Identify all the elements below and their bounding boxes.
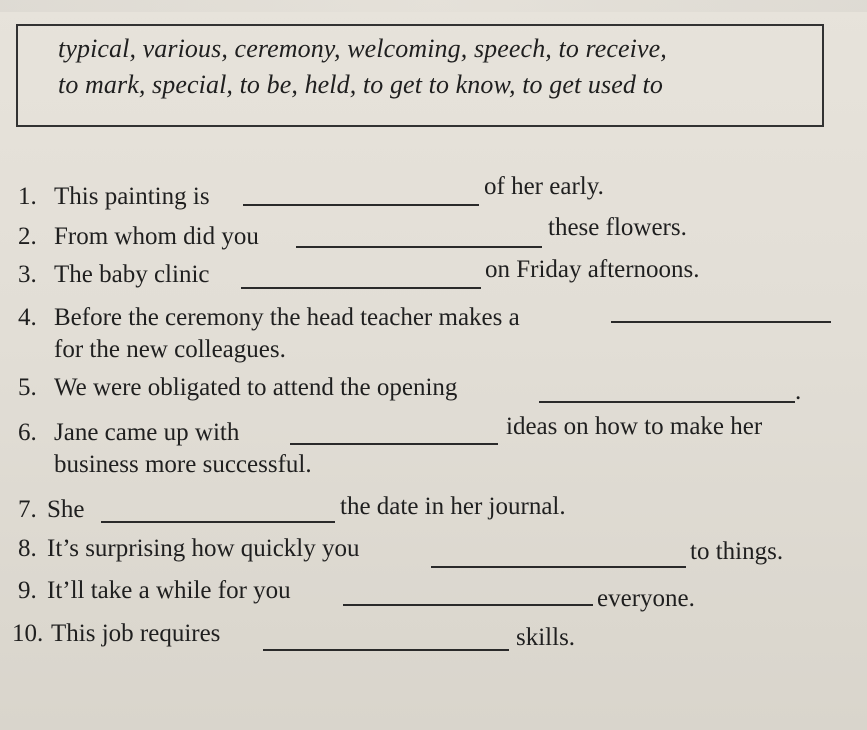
exercise-8-after: to things.	[690, 538, 784, 565]
exercise-1-number: 1.	[18, 183, 37, 210]
exercise-8-number: 8.	[18, 535, 37, 562]
exercise-3-blank[interactable]	[241, 287, 481, 289]
exercise-6-after: ideas on how to make her	[506, 413, 763, 440]
exercise-5-before: We were obligated to attend the opening	[54, 374, 458, 401]
exercise-10-blank[interactable]	[263, 649, 509, 651]
exercise-7-blank[interactable]	[101, 521, 335, 523]
exercise-3-after: on Friday afternoons.	[485, 256, 700, 283]
exercise-5-number: 5.	[18, 374, 37, 401]
exercise-2-number: 2.	[18, 223, 37, 250]
exercise-1-after: of her early.	[484, 173, 604, 200]
exercise-4-before: Before the ceremony the head teacher makes a	[54, 304, 520, 331]
exercise-9-number: 9.	[18, 577, 37, 604]
exercise-6-before: Jane came up with	[54, 419, 240, 446]
exercise-5-after: .	[795, 378, 802, 405]
exercise-2-blank[interactable]	[296, 246, 542, 248]
exercise-9-before: It’ll take a while for you	[47, 577, 291, 604]
word-bank-line-2: to mark, special, to be, held, to get to know, to get used to	[58, 70, 663, 99]
exercise-4-continuation: for the new colleagues.	[54, 336, 286, 363]
exercise-6-blank[interactable]	[290, 443, 498, 445]
exercise-8-blank[interactable]	[431, 566, 686, 568]
exercise-3-number: 3.	[18, 261, 37, 288]
exercise-5-blank[interactable]	[539, 401, 795, 403]
exercise-9-after: everyone.	[597, 585, 695, 612]
exercise-4-blank[interactable]	[611, 321, 831, 323]
exercise-4-number: 4.	[18, 304, 37, 331]
exercise-1-blank[interactable]	[243, 204, 479, 206]
word-bank-line-1: typical, various, ceremony, welcoming, speech, to receive,	[58, 34, 667, 63]
exercise-2-after: these flowers.	[548, 214, 687, 241]
exercise-7-number: 7.	[18, 496, 37, 523]
exercise-6-number: 6.	[18, 419, 37, 446]
exercise-9-blank[interactable]	[343, 604, 593, 606]
exercise-10-before: This job requires	[51, 620, 221, 647]
exercise-10-after: skills.	[516, 624, 576, 651]
exercise-7-before: She	[47, 496, 85, 523]
exercise-1-before: This painting is	[54, 183, 210, 210]
exercise-10-number: 10.	[12, 620, 44, 647]
exercise-2-before: From whom did you	[54, 223, 259, 250]
exercise-8-before: It’s surprising how quickly you	[47, 535, 360, 562]
exercise-6-continuation: business more successful.	[54, 451, 312, 478]
exercise-3-before: The baby clinic	[54, 261, 210, 288]
exercise-7-after: the date in her journal.	[340, 493, 566, 520]
